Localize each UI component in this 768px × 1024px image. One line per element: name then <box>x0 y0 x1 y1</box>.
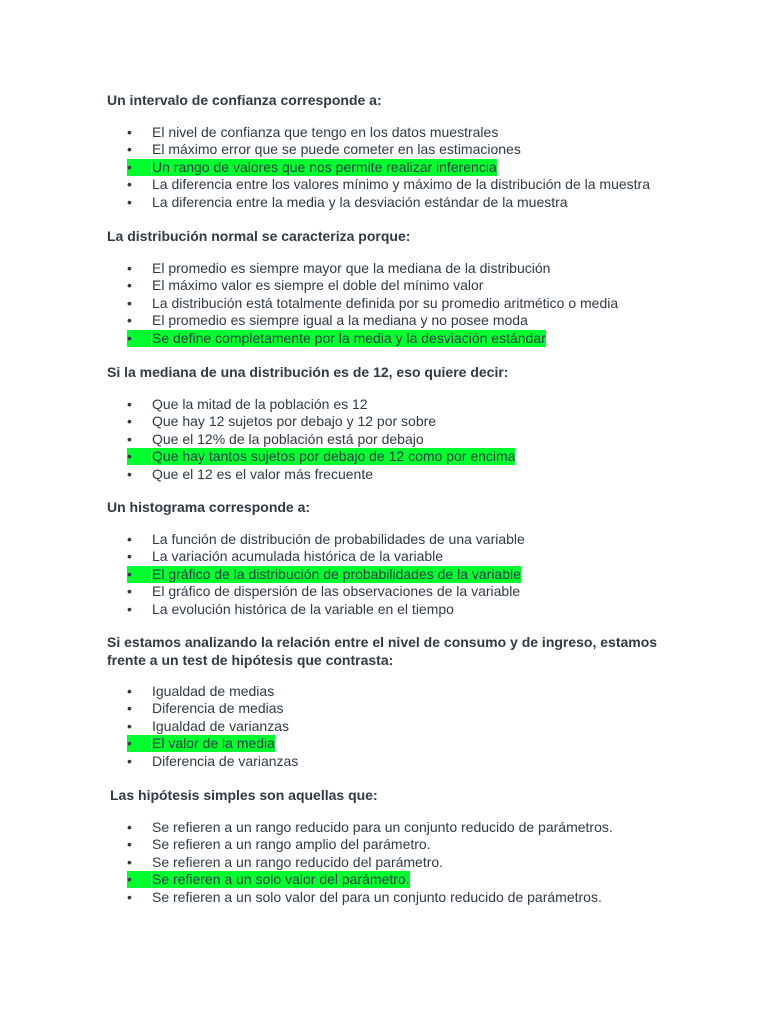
option-text: Que el 12% de la población está por debajo <box>152 430 424 447</box>
bullet-icon: • <box>127 836 132 853</box>
bullet-icon: • <box>127 396 132 412</box>
bullet-icon: • <box>127 888 132 905</box>
option-text-highlighted: El valor de la media <box>152 735 275 752</box>
bullet-icon: • <box>127 819 132 835</box>
option-text: La función de distribución de probabilidades de una variable <box>152 531 525 547</box>
option-text-highlighted: Se define completamente por la media y la desviación estándar <box>152 329 546 346</box>
bullet-icon: • <box>127 465 132 482</box>
bullet-icon: • <box>127 583 132 600</box>
bullet-icon: • <box>127 752 132 769</box>
option-text-highlighted: Que hay tantos sujetos por debajo de 12 como por encima <box>152 448 516 465</box>
bullet-icon: • <box>127 193 132 210</box>
bullet-icon: • <box>127 277 132 294</box>
option-text: El nivel de confianza que tengo en los datos muestrales <box>152 124 499 140</box>
bullet-icon: • <box>127 717 132 734</box>
option-text: Igualdad de medias <box>152 683 275 699</box>
option-text: Se refieren a un solo valor del para un conjunto reducido de parámetros. <box>152 888 602 905</box>
bullet-icon: • <box>127 159 151 176</box>
question-title: La distribución normal se caracteriza porque: <box>107 228 411 244</box>
option-text: Diferencia de medias <box>152 700 284 717</box>
bullet-icon: • <box>127 735 151 752</box>
bullet-icon: • <box>127 141 132 158</box>
option-text: El máximo valor es siempre el doble del mínimo valor <box>152 277 484 294</box>
question-title: Un intervalo de confianza corresponde a: <box>107 92 382 108</box>
bullet-icon: • <box>127 700 132 717</box>
bullet-icon: • <box>127 531 132 547</box>
question-title: Un histograma corresponde a: <box>107 499 311 515</box>
option-text: La diferencia entre la media y la desviación estándar de la muestra <box>152 193 568 210</box>
bullet-icon: • <box>127 683 132 699</box>
option-text: La distribución está totalmente definida por su promedio aritmético o media <box>152 294 619 311</box>
option-text: El promedio es siempre igual a la mediana y no posee moda <box>152 312 528 329</box>
bullet-icon: • <box>127 330 151 347</box>
option-text-highlighted: Se refieren a un solo valor del parámetro. <box>152 871 410 888</box>
bullet-icon: • <box>127 448 151 465</box>
bullet-icon: • <box>127 871 151 888</box>
option-text: La evolución histórica de la variable en el tiempo <box>152 600 454 617</box>
bullet-icon: • <box>127 566 151 583</box>
bullet-icon: • <box>127 294 132 311</box>
question-title: Si la mediana de una distribución es de 12, eso quiere decir: <box>107 364 509 380</box>
bullet-icon: • <box>127 413 132 430</box>
question-title: Las hipótesis simples son aquellas que: <box>110 787 378 803</box>
option-text: Que la mitad de la población es 12 <box>152 396 368 412</box>
option-text: Igualdad de varianzas <box>152 717 289 734</box>
bullet-icon: • <box>127 260 132 276</box>
bullet-icon: • <box>127 548 132 565</box>
option-text: El gráfico de dispersión de las observaciones de la variable <box>152 583 521 600</box>
option-text: Se refieren a un rango reducido para un conjunto reducido de parámetros. <box>152 819 613 835</box>
bullet-icon: • <box>127 124 132 140</box>
bullet-icon: • <box>127 600 132 617</box>
bullet-icon: • <box>127 430 132 447</box>
bullet-icon: • <box>127 176 132 193</box>
option-text: El máximo error que se puede cometer en las estimaciones <box>152 141 521 158</box>
option-text: La variación acumulada histórica de la variable <box>152 548 444 565</box>
option-text: La diferencia entre los valores mínimo y máximo de la distribución de la muestra <box>152 176 651 193</box>
option-text-highlighted: El gráfico de la distribución de probabilidades de la variable <box>152 565 521 582</box>
option-text: Que hay 12 sujetos por debajo y 12 por sobre <box>152 413 437 430</box>
option-text: Se refieren a un rango reducido del parámetro. <box>152 853 444 870</box>
option-text: El promedio es siempre mayor que la mediana de la distribución <box>152 260 551 276</box>
option-text: Que el 12 es el valor más frecuente <box>152 465 374 482</box>
option-text: Diferencia de varianzas <box>152 752 299 769</box>
bullet-icon: • <box>127 853 132 870</box>
option-text-highlighted: Un rango de valores que nos permite realizar inferencia <box>152 158 497 175</box>
question-title: Si estamos analizando la relación entre el nivel de consumo y de ingreso, estamos frente a un test de hipótesis que contrasta: <box>107 634 658 668</box>
bullet-icon: • <box>127 312 132 329</box>
option-text: Se refieren a un rango amplio del parámetro. <box>152 836 431 853</box>
